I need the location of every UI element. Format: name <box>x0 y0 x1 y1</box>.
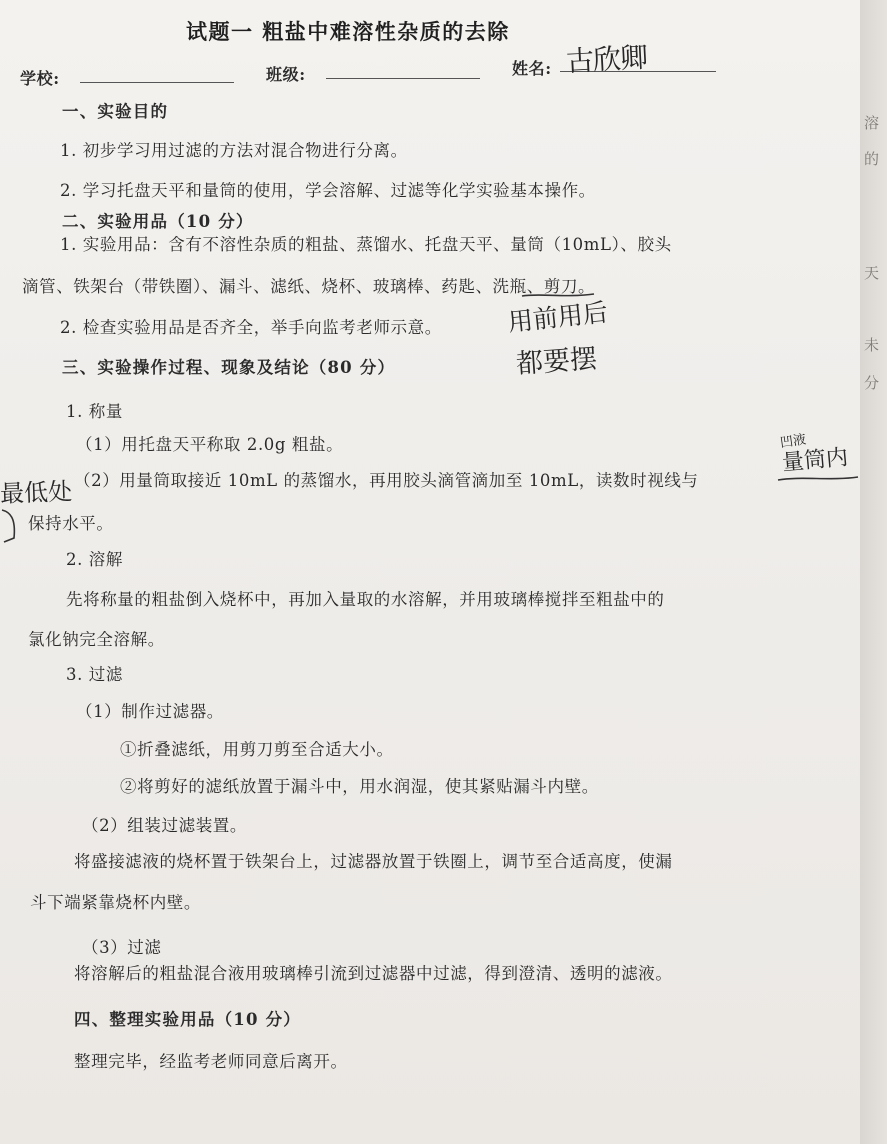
step-3-sub-1-a: ①折叠滤纸，用剪刀剪至合适大小。 <box>120 740 394 759</box>
handwritten-note-concave: 凹液 <box>779 432 808 451</box>
handwritten-note-tools-1: 用前用后 <box>506 297 610 337</box>
step-2-line-1: 先将称量的粗盐倒入烧杯中，再加入量取的水溶解，并用玻璃棒搅拌至粗盐中的 <box>66 590 665 609</box>
section-1-item-2: 2. 学习托盘天平和量筒的使用，学会溶解、过滤等化学实验基本操作。 <box>60 181 596 200</box>
step-3-sub-3-line-1: 将溶解后的粗盐混合液用玻璃棒引流到过滤器中过滤，得到澄清、透明的滤液。 <box>74 964 673 983</box>
section-1-item-1: 1. 初步学习用过滤的方法对混合物进行分离。 <box>60 141 408 160</box>
step-3-sub-1-b: ②将剪好的滤纸放置于漏斗中，用水润湿，使其紧贴漏斗内壁。 <box>120 777 599 796</box>
step-3-heading: 3. 过滤 <box>66 665 123 684</box>
step-1-item-2-line-2: 保持水平。 <box>28 514 114 533</box>
adjacent-page-edge <box>860 0 887 1144</box>
step-3-sub-2: （2）组装过滤装置。 <box>82 816 247 835</box>
step-3-sub-2-line-2: 斗下端紧靠烧杯内壁。 <box>30 893 201 912</box>
pen-underline-icon <box>776 474 860 484</box>
section-4-heading: 四、整理实验用品（10 分） <box>74 1010 302 1029</box>
pen-bracket-icon <box>0 508 30 544</box>
class-label: 班级: <box>266 65 306 84</box>
section-2-item-1-line-2: 滴管、铁架台（带铁圈）、漏斗、滤纸、烧杯、玻璃棒、药匙、洗瓶、剪刀。 <box>22 277 596 296</box>
step-2-line-2: 氯化钠完全溶解。 <box>28 630 165 649</box>
edge-text: 溶 <box>864 114 880 132</box>
step-1-item-2-line-1: （2）用量筒取接近 10mL 的蒸馏水，再用胶头滴管滴加至 10mL，读数时视线与 <box>74 471 699 490</box>
step-1-heading: 1. 称量 <box>66 402 123 421</box>
handwritten-note-lowest-point: 最低处 <box>0 477 73 508</box>
edge-text: 未 <box>864 336 880 354</box>
step-2-heading: 2. 溶解 <box>66 550 123 569</box>
step-1-item-1: （1）用托盘天平称取 2.0g 粗盐。 <box>76 435 344 454</box>
name-label: 姓名: <box>512 59 552 78</box>
step-3-sub-1: （1）制作过滤器。 <box>76 702 224 721</box>
step-3-sub-2-line-1: 将盛接滤液的烧杯置于铁架台上，过滤器放置于铁圈上，调节至合适高度，使漏 <box>74 852 673 871</box>
step-3-sub-3: （3）过滤 <box>82 938 162 957</box>
edge-text: 天 <box>864 264 880 282</box>
handwritten-note-cylinder: 量筒内 <box>781 445 850 476</box>
section-2-item-1-line-1: 1. 实验用品：含有不溶性杂质的粗盐、蒸馏水、托盘天平、量筒（10mL）、胶头 <box>60 235 672 254</box>
edge-text: 的 <box>864 150 880 168</box>
page-title: 试题一 粗盐中难溶性杂质的去除 <box>186 19 510 44</box>
edge-text: 分 <box>864 374 880 392</box>
section-3-heading: 三、实验操作过程、现象及结论（80 分） <box>62 358 396 377</box>
class-field[interactable] <box>326 78 480 79</box>
handwritten-note-tools-2: 都要摆 <box>515 343 599 380</box>
section-1-heading: 一、实验目的 <box>62 102 169 121</box>
name-handwritten: 古欣卿 <box>565 40 648 78</box>
section-2-item-2: 2. 检查实验用品是否齐全，举手向监考老师示意。 <box>60 318 442 337</box>
section-4-line-1: 整理完毕，经监考老师同意后离开。 <box>74 1052 348 1071</box>
school-field[interactable] <box>80 82 234 83</box>
school-label: 学校: <box>20 69 60 88</box>
section-2-heading: 二、实验用品（10 分） <box>62 212 254 231</box>
